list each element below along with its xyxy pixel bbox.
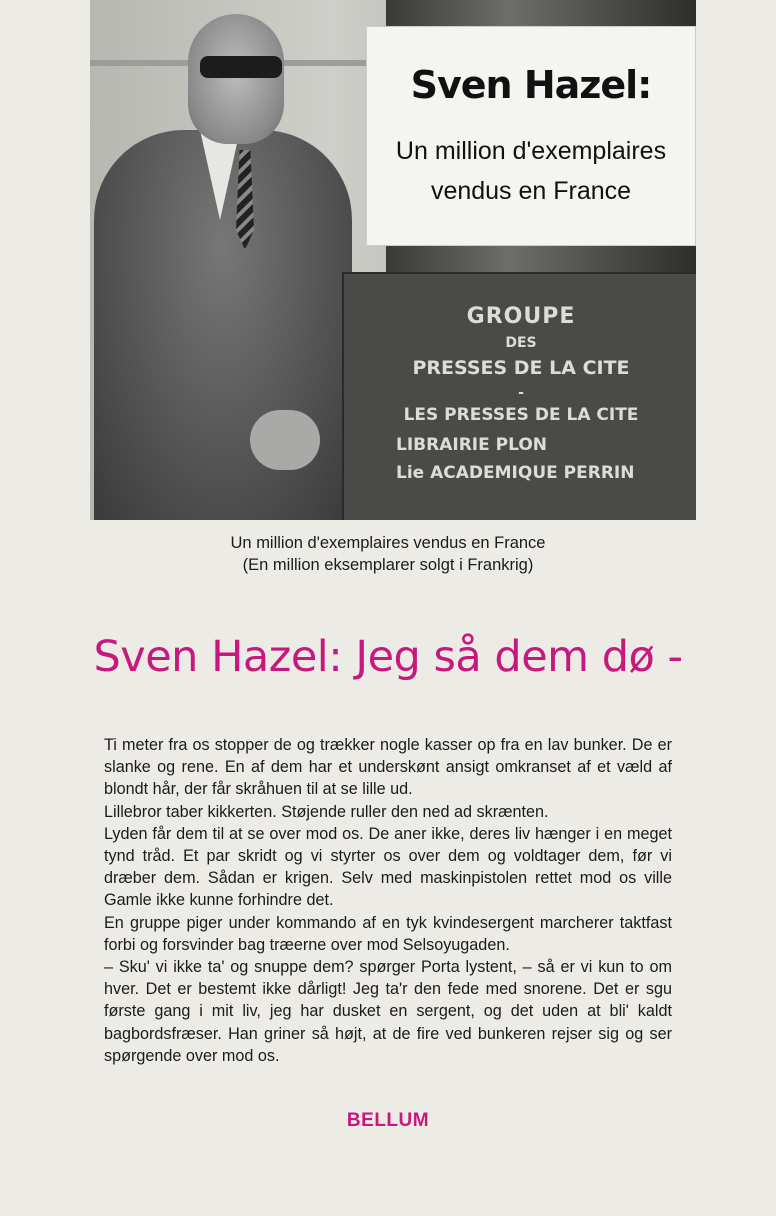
photo-caption-line-1: Un million d'exemplaires vendus en France	[230, 534, 546, 552]
plaque-line-5: LIBRAIRIE PLON	[396, 435, 547, 455]
sunglasses	[200, 56, 282, 78]
publisher-plaque	[342, 272, 696, 520]
poster-title: Sven Hazel:	[410, 63, 652, 107]
plaque-line-6: Lie ACADEMIQUE PERRIN	[396, 463, 635, 483]
plaque-line-1: GROUPE	[466, 304, 576, 329]
plaque-line-4: LES PRESSES DE LA CITE	[403, 405, 639, 425]
excerpt-paragraph-5: – Sku' vi ikke ta' og snuppe dem? spørger Porta lystent, – så er vi kun to om hver. Det er bestemt ikke dårligt! Jeg ta'r den fede med snorene. Det er sgu første gang i mit liv, jeg har dusket en sergent, og det uden at bli' kaldt bagbordsfræser. Han griner så højt, at de fire ved bunkeren rejser sig og ser spørgende over mod os.	[104, 958, 672, 1065]
excerpt-paragraph-3: Lyden får dem til at se over mod os. De aner ikke, deres liv hænger i en meget tynd tråd. Et par skridt og vi styrter os over dem og voldtager dem, før vi dræber dem. Sådan er krigen. Selv med maskinpistolen rettet mod os ville Gamle ikke kunne forhindre det.	[104, 824, 672, 910]
publisher-name: BELLUM	[346, 1110, 430, 1131]
poster-line-2: vendus en France	[430, 177, 632, 205]
poster-sign	[366, 26, 696, 246]
excerpt-paragraph-1: Ti meter fra os stopper de og trækker nogle kasser op fra en lav bunker. De er slanke og rene. En af dem har et underskønt ansigt omkranset af et væld af blondt hår, der får skråhuen til at se lille ud.	[104, 736, 672, 799]
excerpt-text	[104, 734, 672, 1067]
plaque-line-3: PRESSES DE LA CITE	[412, 357, 630, 379]
clasped-hands	[250, 410, 320, 470]
plaque-line-2: DES	[505, 335, 537, 351]
book-headline: Sven Hazel: Jeg så dem dø -	[93, 632, 683, 682]
author-photo	[90, 0, 696, 520]
excerpt-paragraph-4: En gruppe piger under kommando af en tyk kvindesergent marcherer taktfast forbi og forsvinder bag træerne over mod Selsoyugaden.	[104, 913, 672, 954]
plaque-dash: -	[518, 385, 524, 401]
photo-caption-line-2: (En million eksemplarer solgt i Frankrig)	[242, 556, 534, 574]
poster-line-1: Un million d'exemplaires	[395, 137, 667, 165]
author-head	[188, 14, 284, 144]
excerpt-paragraph-2: Lillebror taber kikkerten. Støjende ruller den ned ad skrænten.	[104, 802, 549, 821]
